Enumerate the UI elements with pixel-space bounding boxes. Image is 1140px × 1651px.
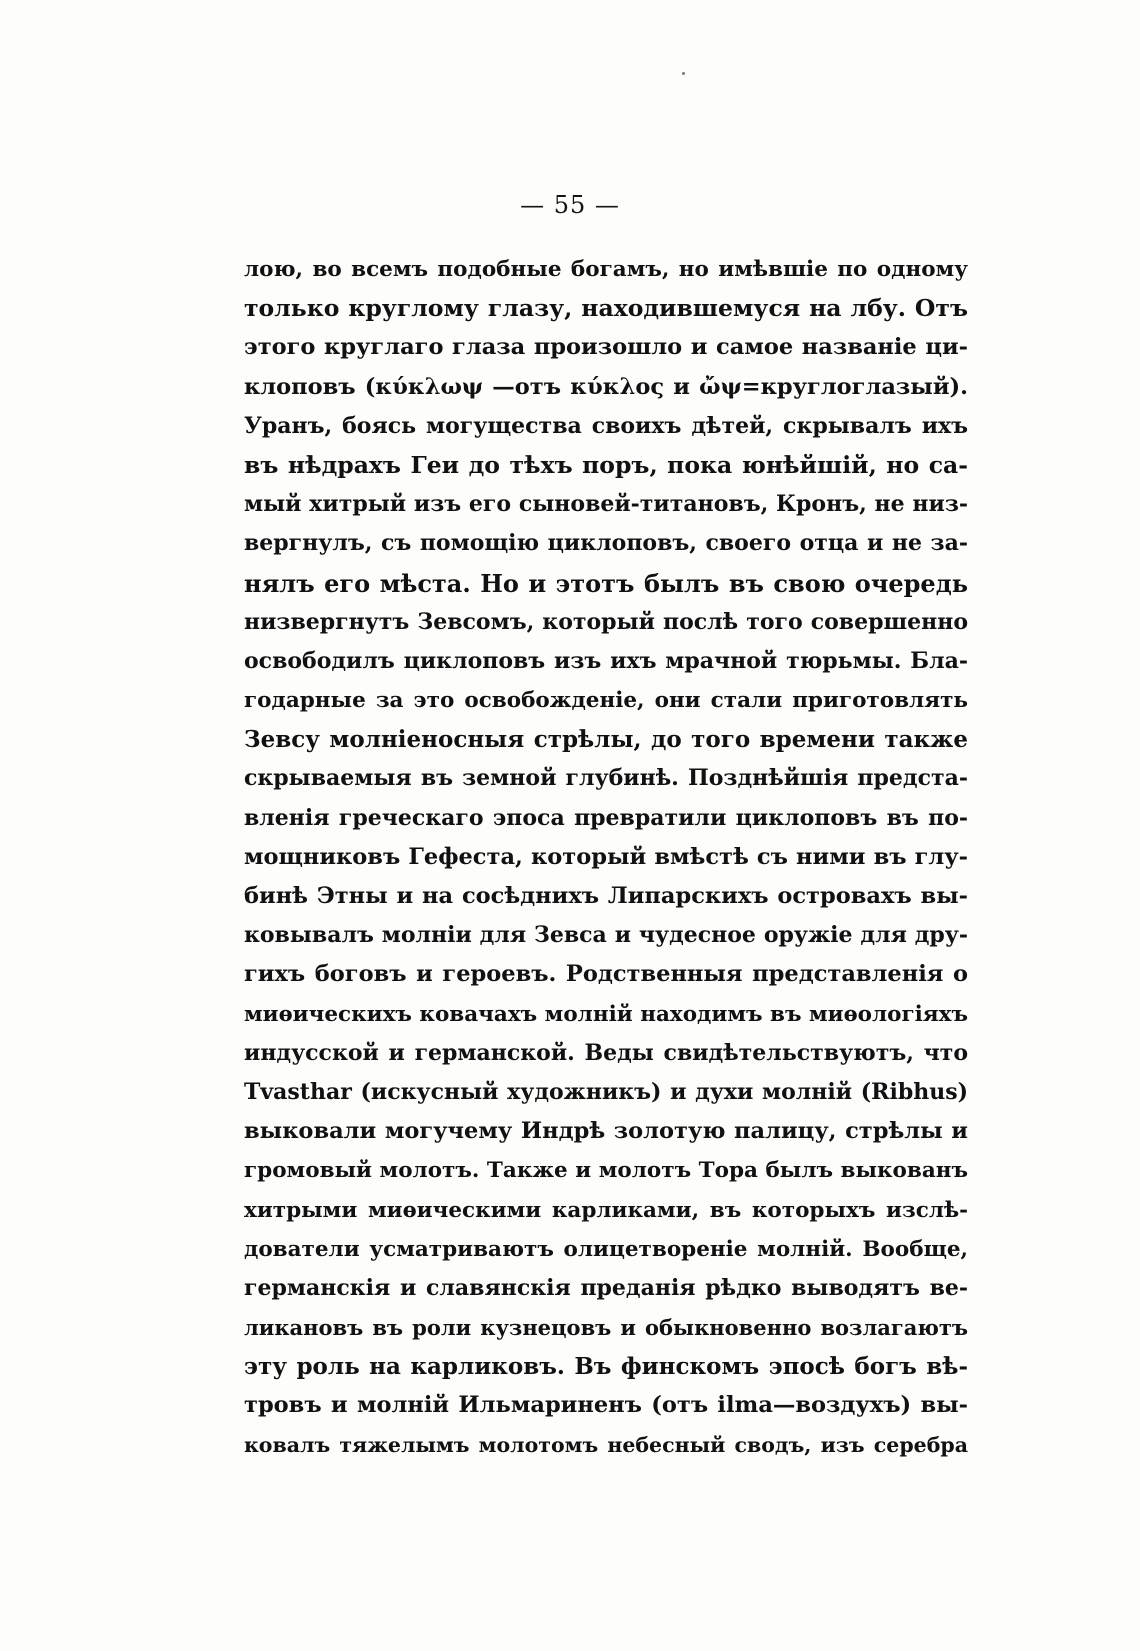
text-line: Уранъ, боясь могущества своихъ дѣтей, скрывалъ ихъ: [244, 412, 968, 439]
text-line: ковалъ тяжелымъ молотомъ небесный сводъ, изъ серебра: [244, 1432, 968, 1457]
body-text: [244, 250, 968, 1465]
text-line: этого круглаго глаза произошло и самое названіе ци-: [244, 334, 968, 361]
ink-speck: [682, 72, 685, 75]
text-line: гихъ боговъ и героевъ. Родственныя представленія о: [244, 961, 968, 988]
text-line: Зевсу молніеносныя стрѣлы, до того времени также: [244, 726, 968, 754]
text-line: нялъ его мѣста. Но и этотъ былъ въ свою очередь: [244, 568, 968, 598]
text-line: годарные за это освобожденіе, они стали приготовлять: [244, 688, 968, 714]
text-line: ликановъ въ роли кузнецовъ и обыкновенно возлагаютъ: [244, 1315, 968, 1341]
text-line: эту роль на карликовъ. Въ финскомъ эпосѣ богъ вѣ-: [244, 1353, 968, 1381]
text-line: выковали могучему Индрѣ золотую палицу, стрѣлы и: [244, 1118, 968, 1145]
text-line: Tvasthar (искусный художникъ) и духи молній (Ribhus): [244, 1078, 968, 1105]
text-line: громовый молотъ. Также и молотъ Тора былъ выкованъ: [244, 1158, 968, 1184]
text-line: бинѣ Этны и на сосѣднихъ Липарскихъ островахъ вы-: [244, 883, 968, 909]
text-line: клоповъ (κύκλωψ —отъ κύκλος и ὤψ=круглоглазый).: [244, 373, 968, 400]
text-line: вленія греческаго эпоса превратили циклоповъ въ по-: [244, 804, 968, 831]
text-line: германскія и славянскія преданія рѣдко выводятъ ве-: [244, 1274, 968, 1301]
text-line: низвергнутъ Зевсомъ, который послѣ того совершенно: [244, 608, 968, 635]
text-line: освободилъ циклоповъ изъ ихъ мрачной тюрьмы. Бла-: [244, 647, 968, 674]
text-line: въ нѣдрахъ Геи до тѣхъ поръ, пока юнѣйшій, но са-: [244, 450, 968, 479]
text-line: ковывалъ молніи для Зевса и чудесное оружіе для дру-: [244, 922, 968, 949]
text-line: вергнулъ, съ помощію циклоповъ, своего отца и не за-: [244, 530, 968, 557]
text-line: дователи усматриваютъ олицетвореніе молній. Вообще,: [244, 1236, 968, 1262]
text-line: только круглому глазу, находившемуся на лбу. Отъ: [244, 294, 968, 323]
page-number: — 55 —: [520, 191, 620, 219]
text-line: миѳическихъ ковачахъ молній находимъ въ миѳологіяхъ: [244, 1001, 968, 1027]
text-line: хитрыми миѳическими карликами, въ которыхъ изслѣ-: [244, 1197, 968, 1223]
text-line: лою, во всемъ подобные богамъ, но имѣвшіе по одному: [244, 257, 968, 282]
text-line: мый хитрый изъ его сыновей-титановъ, Кронъ, не низ-: [244, 491, 968, 518]
text-line: мощниковъ Гефеста, который вмѣстѣ съ ними въ глу-: [244, 843, 968, 870]
text-line: индусской и германской. Веды свидѣтельствуютъ, что: [244, 1039, 968, 1066]
text-line: тровъ и молній Ильмариненъ (отъ ilma—воздухъ) вы-: [244, 1392, 968, 1419]
text-line: скрываемыя въ земной глубинѣ. Позднѣйшія предста-: [244, 765, 968, 792]
